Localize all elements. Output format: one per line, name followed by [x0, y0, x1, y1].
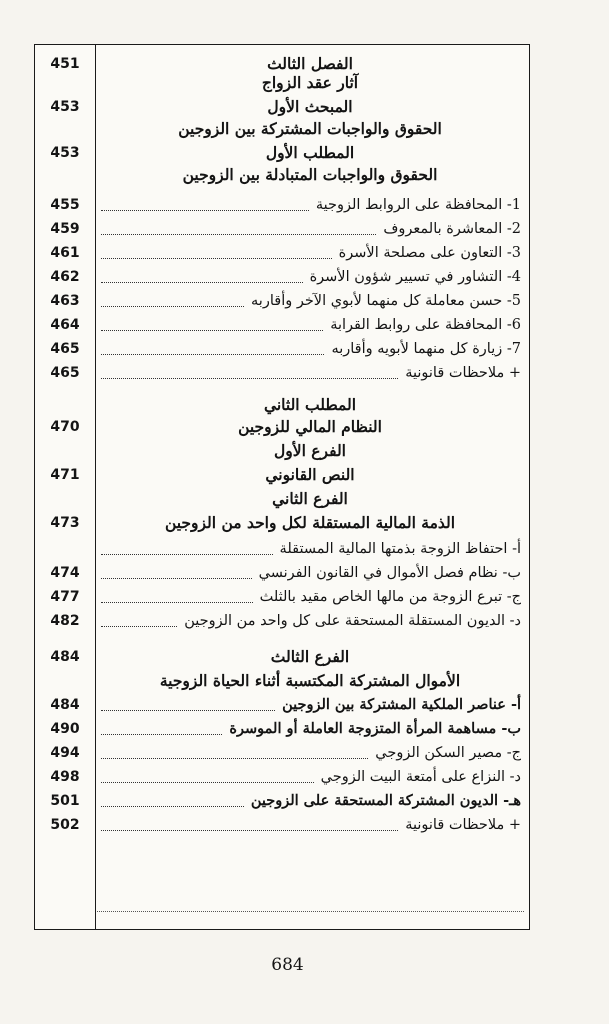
toc-row: [35, 164, 531, 186]
toc-heading: النظام المالي للزوجين: [238, 417, 382, 436]
toc-page-number: 482: [50, 613, 80, 629]
toc-page-number: [35, 72, 95, 94]
toc-page-number: 461: [50, 245, 80, 261]
toc-page-number: [35, 440, 95, 462]
toc-entry-label: 7- زيارة كل منهما لأبويه وأقاربه: [328, 341, 521, 357]
toc-page-number: [35, 488, 95, 510]
toc-entry: [99, 362, 521, 384]
toc-entry: [99, 718, 521, 740]
toc-entry: [99, 218, 521, 240]
toc-entry: [99, 538, 521, 560]
toc-page-number: 465: [50, 341, 80, 357]
toc-heading: الفصل الثالث: [267, 54, 353, 73]
toc-row: [35, 362, 531, 384]
toc-entry-label: + ملاحظات قانونية: [402, 365, 521, 381]
toc-page-number: 455: [50, 197, 80, 213]
toc-entry-label: هـ- الديون المشتركة المستحقة على الزوجين: [248, 792, 521, 809]
toc-entry-label: أ- عناصر الملكية المشتركة بين الزوجين: [279, 696, 521, 713]
toc-entry-label: 6- المحافظة على روابط القرابة: [327, 317, 521, 333]
toc-row: [35, 562, 531, 584]
toc-row: [35, 464, 531, 486]
toc-page-number: 451: [50, 56, 80, 72]
toc-page-number: 453: [50, 99, 80, 115]
toc-row: [35, 118, 531, 140]
toc-heading: المطلب الثاني: [263, 395, 357, 414]
toc-row: [35, 488, 531, 510]
toc-entry: [99, 562, 521, 584]
toc-page-number: 471: [50, 467, 80, 483]
toc-entry: [99, 586, 521, 608]
toc-row: [35, 266, 531, 288]
toc-entry-label: ب- مساهمة المرأة المتزوجة العاملة أو الموسرة: [226, 720, 521, 737]
toc-entry: [99, 314, 521, 336]
toc-row: [35, 538, 531, 560]
toc-page-number: 464: [50, 317, 80, 333]
toc-page-number: [35, 118, 95, 140]
toc-page-number: [35, 538, 95, 560]
toc-entry-label: + ملاحظات قانونية: [402, 817, 521, 833]
toc-row: [35, 766, 531, 788]
toc-entry-label: 3- التعاون على مصلحة الأسرة: [336, 245, 521, 261]
toc-entry-label: ب- نظام فصل الأموال في القانون الفرنسي: [256, 565, 521, 581]
toc-heading: الحقوق والواجبات المشتركة بين الزوجين: [178, 119, 442, 138]
toc-row: [35, 218, 531, 240]
toc-entry: [99, 610, 521, 632]
toc-row: [35, 814, 531, 836]
toc-heading: النص القانوني: [265, 465, 355, 484]
toc-page-number: 484: [50, 697, 80, 713]
toc-page-number: 494: [50, 745, 80, 761]
toc-page-number: [35, 394, 95, 416]
toc-page-number: 470: [50, 419, 80, 435]
toc-entry-label: د- النزاع على أمتعة البيت الزوجي: [318, 769, 521, 785]
toc-entry: [99, 814, 521, 836]
contents-table: [34, 44, 530, 930]
toc-heading: الأموال المشتركة المكتسبة أثناء الحياة الزوجية: [159, 671, 461, 690]
toc-row: [35, 646, 531, 668]
toc-row: [35, 718, 531, 740]
toc-row: [35, 440, 531, 462]
toc-row: [35, 694, 531, 716]
toc-page-number: [35, 164, 95, 186]
toc-entry: [99, 266, 521, 288]
toc-page-number: 453: [50, 145, 80, 161]
toc-entry: [99, 742, 521, 764]
toc-row: [35, 242, 531, 264]
toc-page-number: 490: [50, 721, 80, 737]
toc-entry: [99, 290, 521, 312]
toc-row: [35, 96, 531, 118]
toc-page-number: [35, 670, 95, 692]
toc-row: [35, 742, 531, 764]
toc-row: [35, 338, 531, 360]
toc-row: [35, 512, 531, 534]
toc-entry: [99, 338, 521, 360]
toc-page-number: 462: [50, 269, 80, 285]
toc-heading: المطلب الأول: [265, 143, 355, 162]
toc-page-number: 477: [50, 589, 80, 605]
toc-page-number: 484: [50, 649, 80, 665]
toc-entry-label: 2- المعاشرة بالمعروف: [380, 221, 521, 237]
toc-row: [35, 290, 531, 312]
toc-row: [35, 610, 531, 632]
toc-heading: آثار عقد الزواج: [261, 73, 359, 92]
toc-entry-label: 1- المحافظة على الروابط الزوجية: [313, 197, 521, 213]
toc-entry-label: 4- التشاور في تسيير شؤون الأسرة: [307, 269, 521, 285]
toc-heading: الحقوق والواجبات المتبادلة بين الزوجين: [182, 165, 438, 184]
toc-row: [35, 72, 531, 94]
toc-row: [35, 314, 531, 336]
toc-heading: الفرع الأول: [274, 441, 346, 460]
toc-heading: المبحث الأول: [267, 97, 353, 116]
toc-entry: [99, 194, 521, 216]
toc-entry: [99, 694, 521, 716]
toc-page-number: 463: [50, 293, 80, 309]
toc-row: [35, 586, 531, 608]
toc-entry: [99, 790, 521, 812]
toc-entry-label: ج- تبرع الزوجة من مالها الخاص مقيد بالثلث: [257, 589, 521, 605]
toc-entry-label: 5- حسن معاملة كل منهما لأبوي الآخر وأقاربه: [248, 293, 521, 309]
toc-page-number: 473: [50, 515, 80, 531]
toc-page-number: 502: [50, 817, 80, 833]
toc-row: [35, 416, 531, 438]
toc-heading: الفرع الثاني: [272, 489, 348, 508]
toc-page-number: 474: [50, 565, 80, 581]
toc-row: [35, 394, 531, 416]
toc-heading: الذمة المالية المستقلة لكل واحد من الزوجين: [164, 513, 456, 532]
toc-entry-label: ج- مصير السكن الزوجي: [372, 745, 521, 761]
bottom-dotted-rule: [97, 911, 524, 912]
toc-page-number: 459: [50, 221, 80, 237]
toc-entry-label: أ- احتفاظ الزوجة بذمتها المالية المستقلة: [277, 541, 521, 557]
toc-page-number: 498: [50, 769, 80, 785]
toc-page-number: 465: [50, 365, 80, 381]
toc-entry: [99, 766, 521, 788]
toc-row: [35, 670, 531, 692]
toc-entry-label: د- الديون المستقلة المستحقة على كل واحد من الزوجين: [181, 613, 521, 629]
toc-row: [35, 142, 531, 164]
toc-row: [35, 790, 531, 812]
toc-entry: [99, 242, 521, 264]
toc-row: [35, 194, 531, 216]
page-number: 684: [271, 955, 304, 975]
toc-heading: الفرع الثالث: [270, 647, 350, 666]
toc-page-number: 501: [50, 793, 80, 809]
